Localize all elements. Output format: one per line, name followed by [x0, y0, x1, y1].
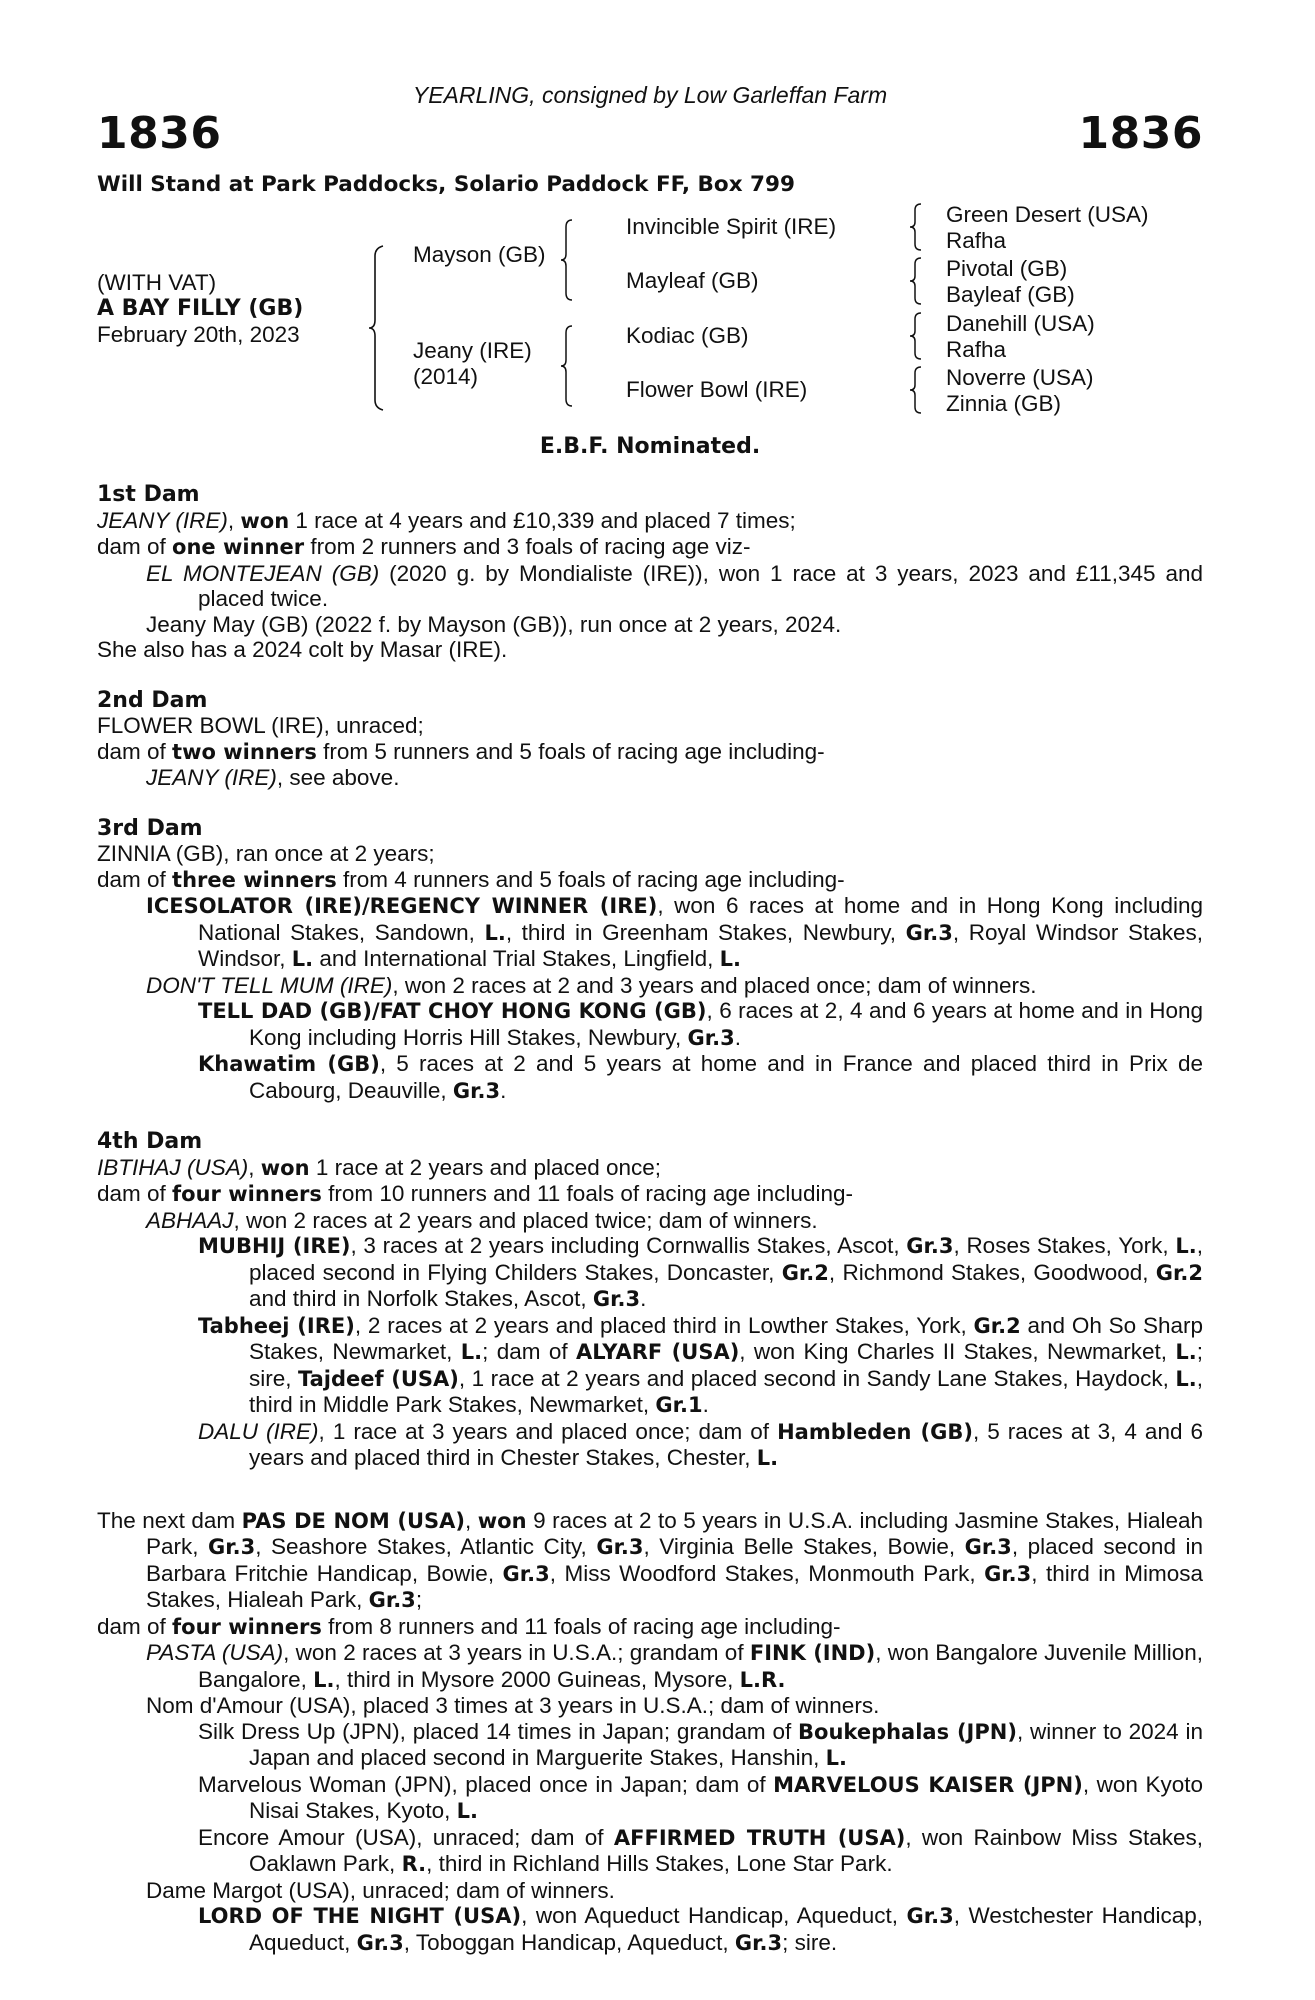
section-heading: 3rd Dam [97, 815, 203, 841]
third-dam-section [97, 816, 1203, 1105]
produce-entry: ICESOLATOR (IRE)/REGENCY WINNER (IRE), won 6 races at home and in Hong Kong including National Stakes, Sandown, L., third in Greenham Stakes, Newbury, Gr.3, Royal Windsor Stakes, Windsor, L. and International Trial Stakes, Lingfield, L. [146, 893, 1204, 971]
gp-bracket-4 [910, 365, 924, 415]
second-dam-section [97, 688, 1203, 791]
vat-label: (WITH VAT) [97, 270, 217, 295]
dam-dam: Flower Bowl (IRE) [626, 377, 808, 402]
produce-entry: Encore Amour (USA), unraced; dam of AFFIRMED TRUTH (USA), won Rainbow Miss Stakes, Oaklawn Park, R., third in Richland Hills Stakes, Lone Star Park. [198, 1824, 1203, 1876]
produce-entry: MUBHIJ (IRE), 3 races at 2 years including Cornwallis Stakes, Ascot, Gr.3, Roses Stakes, York, L., placed second in Flying Childers Stakes, Doncaster, Gr.2, Richmond Stakes, Goodwood, Gr.2 and third in Norfolk Stakes, Ascot, Gr.3. [198, 1233, 1203, 1311]
catalogue-page [97, 0, 1203, 2000]
produce-entry: DON'T TELL MUM (IRE), won 2 races at 2 and 3 years and placed once; dam of winners. [146, 972, 1037, 998]
produce-entry: EL MONTEJEAN (GB) (2020 g. by Mondialiste (IRE)), won 1 race at 3 years, 2023 and £11,345 and placed twice. [146, 560, 1203, 611]
lot-number-right: 1836 [1078, 108, 1203, 159]
dam-line: JEANY (IRE), won 1 race at 4 years and £10,339 and placed 7 times; [97, 507, 796, 533]
grandparent-3: Pivotal (GB) [946, 256, 1068, 281]
dam-year: (2014) [413, 364, 479, 389]
produce-entry: Nom d'Amour (USA), placed 3 times at 3 years in U.S.A.; dam of winners. [146, 1693, 880, 1718]
produce-entry: Jeany May (GB) (2022 f. by Mayson (GB)), run once at 2 years, 2024. [146, 611, 842, 637]
dam-line: ZINNIA (GB), ran once at 2 years; [97, 841, 435, 866]
produce-entry: Marvelous Woman (JPN), placed once in Japan; dam of MARVELOUS KAISER (JPN), won Kyoto Nisai Stakes, Kyoto, L. [198, 1771, 1203, 1823]
next-dam-section [97, 1508, 1203, 1957]
section-heading: 2nd Dam [97, 687, 208, 713]
dam-line: The next dam PAS DE NOM (USA), won 9 races at 2 to 5 years in U.S.A. including Jasmine Stakes, Hialeah Park, Gr.3, Seashore Stakes, Atlantic City, Gr.3, Virginia Belle Stakes, Bowie, Gr.3, placed second in Barbara Fritchie Handicap, Bowie, Gr.3, Miss Woodford Stakes, Monmouth Park, Gr.3, third in Mimosa Stakes, Hialeah Park, Gr.3; [97, 1507, 1203, 1612]
produce-entry: Silk Dress Up (JPN), placed 14 times in Japan; grandam of Boukephalas (JPN), winner to 2024 in Japan and placed second in Marguerite Stakes, Hanshin, L. [198, 1718, 1203, 1770]
grandparent-8: Zinnia (GB) [946, 391, 1062, 416]
produce-line: dam of four winners from 10 runners and 11 foals of racing age including- [97, 1181, 853, 1206]
grandparent-5: Danehill (USA) [946, 311, 1095, 336]
produce-entry: TELL DAD (GB)/FAT CHOY HONG KONG (GB), 6 races at 2, 4 and 6 years at home and in Hong Kong including Horris Hill Stakes, Newbury, Gr.3. [198, 998, 1203, 1050]
section-heading: 1st Dam [97, 482, 200, 507]
produce-line: dam of two winners from 5 runners and 5 foals of racing age including- [97, 738, 825, 764]
lot-number-left: 1836 [97, 108, 222, 159]
sire-dam: Mayleaf (GB) [626, 268, 759, 293]
sire-sire: Invincible Spirit (IRE) [626, 214, 837, 239]
stand-location: Will Stand at Park Paddocks, Solario Paddock FF, Box 799 [97, 172, 795, 197]
dam-line: IBTIHAJ (USA), won 1 race at 2 years and placed once; [97, 1154, 662, 1180]
dam-name: Jeany (IRE) [413, 338, 532, 363]
produce-note: She also has a 2024 colt by Masar (IRE). [97, 637, 508, 662]
sire-name: Mayson (GB) [413, 242, 546, 267]
gp-bracket-1 [910, 202, 924, 252]
catalogue-body [97, 482, 1203, 1981]
first-dam-section [97, 482, 1203, 663]
produce-entry: DALU (IRE), 1 race at 3 years and placed once; dam of Hambleden (GB), 5 races at 3, 4 and 6 years and placed third in Chester Stakes, Chester, L. [198, 1418, 1204, 1470]
horse-name: A BAY FILLY (GB) [97, 296, 304, 321]
grandparent-1: Green Desert (USA) [946, 202, 1149, 227]
grandparent-4: Bayleaf (GB) [946, 282, 1075, 307]
produce-line: dam of one winner from 2 runners and 3 foals of racing age viz- [97, 534, 751, 559]
sire-bracket [561, 218, 575, 302]
main-bracket [369, 244, 389, 412]
produce-entry: LORD OF THE NIGHT (USA), won Aqueduct Handicap, Aqueduct, Gr.3, Westchester Handicap, Aqueduct, Gr.3, Toboggan Handicap, Aqueduct, Gr.3; sire. [198, 1903, 1203, 1955]
section-heading: 4th Dam [97, 1129, 203, 1154]
produce-entry: PASTA (USA), won 2 races at 3 years in U.S.A.; grandam of FINK (IND), won Bangalore Juvenile Million, Bangalore, L., third in Mysore 2000 Guineas, Mysore, L.R. [146, 1640, 1203, 1692]
grandparent-2: Rafha [946, 228, 1007, 253]
fourth-dam-section [97, 1129, 1203, 1472]
produce-line: dam of three winners from 4 runners and 5 foals of racing age including- [97, 866, 845, 892]
ebf-nomination: E.B.F. Nominated. [539, 434, 761, 459]
consignment-line: YEARLING, consigned by Low Garleffan Farm [412, 82, 888, 108]
dam-sire: Kodiac (GB) [626, 323, 749, 348]
gp-bracket-3 [910, 311, 924, 361]
grandparent-6: Rafha [946, 337, 1007, 362]
produce-entry: Tabheej (IRE), 2 races at 2 years and placed third in Lowther Stakes, York, Gr.2 and Oh So Sharp Stakes, Newmarket, L.; dam of ALYARF (USA), won King Charles II Stakes, Newmarket, L.; sire, Tajdeef (USA), 1 race at 2 years and placed second in Sandy Lane Stakes, Haydock, L., third in Middle Park Stakes, Newmarket, Gr.1. [198, 1312, 1204, 1417]
produce-line: dam of four winners from 8 runners and 11 foals of racing age including- [97, 1613, 841, 1639]
produce-entry: Dame Margot (USA), unraced; dam of winners. [146, 1877, 615, 1903]
produce-entry: ABHAAJ, won 2 races at 2 years and placed twice; dam of winners. [146, 1207, 818, 1233]
dam-bracket [561, 324, 575, 408]
foaling-date: February 20th, 2023 [97, 322, 300, 347]
produce-entry: Khawatim (GB), 5 races at 2 and 5 years at home and in France and placed third in Prix de Cabourg, Deauville, Gr.3. [198, 1051, 1203, 1103]
dam-line: FLOWER BOWL (IRE), unraced; [97, 713, 424, 738]
grandparent-7: Noverre (USA) [946, 365, 1094, 390]
gp-bracket-2 [910, 256, 924, 306]
produce-entry: JEANY (IRE), see above. [146, 765, 400, 790]
